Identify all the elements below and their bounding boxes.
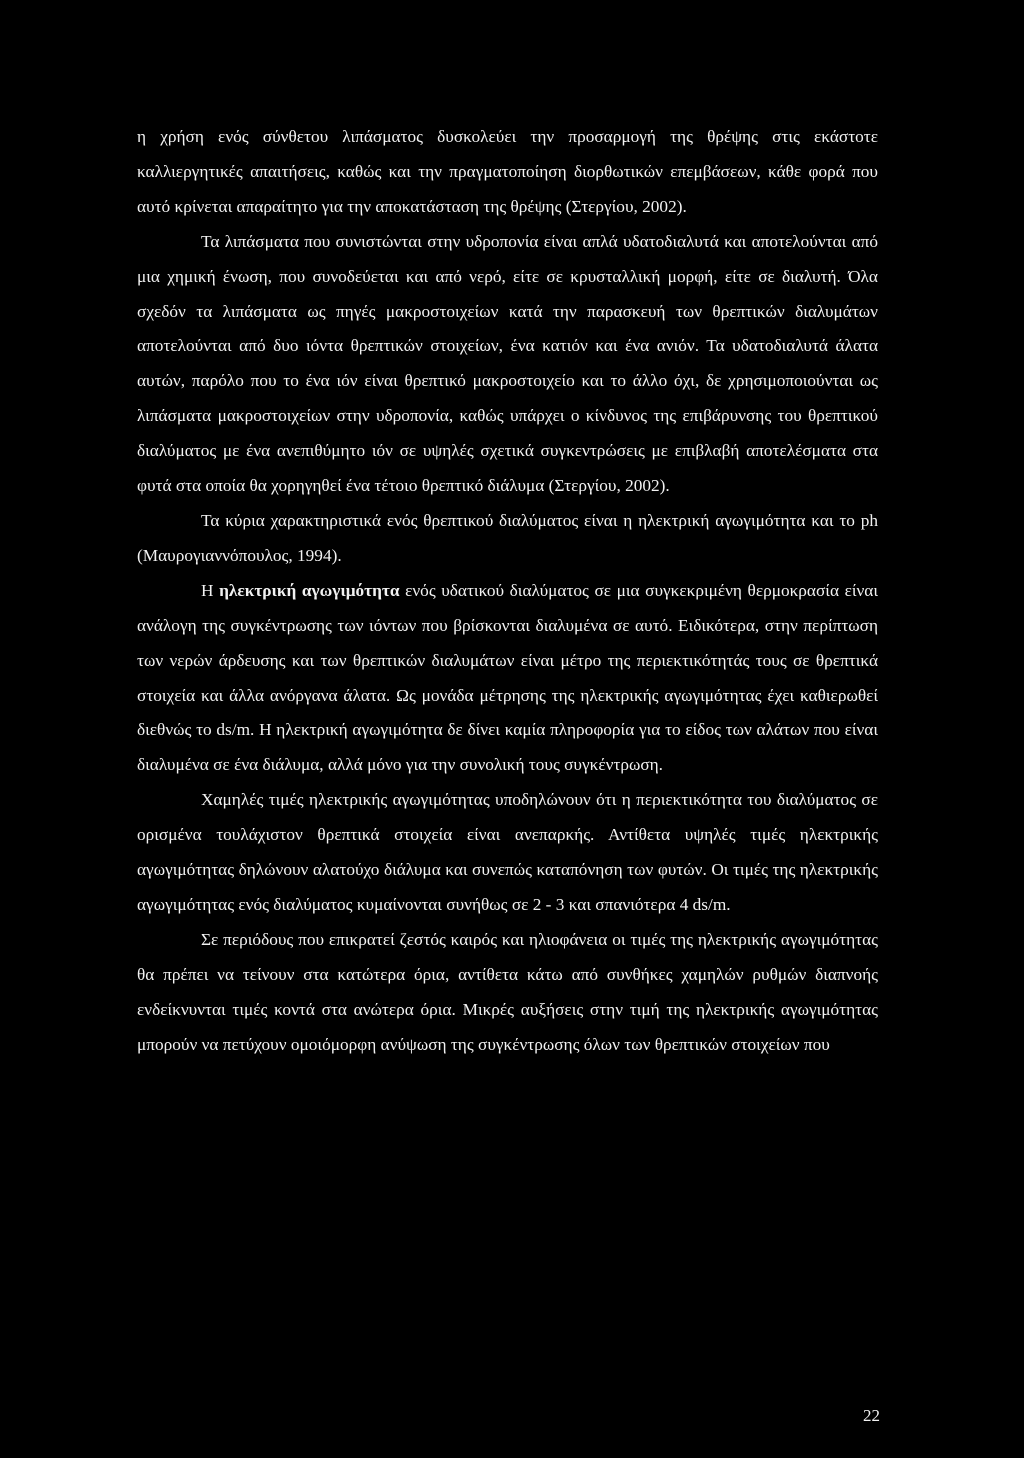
paragraph-4-rest: ενός υδατικού διαλύματος σε μια συγκεκριμένη θερμοκρασία είναι ανάλογη της συγκέντρωσης των ιόντων που βρίσκονται διαλυμένα σε αυτό. Ειδικότερα, στην περίπτωση των νερών άρδευσης και των θρεπτικών διαλυμάτων είναι μέτρο της περιεκτικότητάς τους σε θρεπτικά στοιχεία και άλλα ανόργανα άλατα. Ως μονάδα μέτρησης της ηλεκτρικής αγωγιμότητας έχει καθιερωθεί διεθνώς το ds/m. Η ηλεκτρική αγωγιμότητα δε δίνει καμία πληροφορία για το είδος των αλάτων που είναι διαλυμένα σε ένα διάλυμα, αλλά μόνο για την συνολική τους συγκέντρωση.	[137, 580, 878, 775]
paragraph-1: η χρήση ενός σύνθετου λιπάσματος δυσκολεύει την προσαρμογή της θρέψης στις εκάστοτε καλλιεργητικές απαιτήσεις, καθώς και την πραγματοποίηση διορθωτικών επεμβάσεων, κάθε φορά που αυτό κρίνεται απαραίτητο για την αποκατάσταση της θρέψης (Στεργίου, 2002).	[137, 127, 878, 216]
paragraph-4-start: Η	[201, 580, 220, 600]
bold-term-electrical-conductivity: ηλεκτρική αγωγιμότητα	[219, 580, 400, 600]
document-body	[137, 120, 878, 1062]
paragraph-6: Σε περιόδους που επικρατεί ζεστός καιρός και ηλιοφάνεια οι τιμές της ηλεκτρικής αγωγιμότητας θα πρέπει να τείνουν στα κατώτερα όρια, αντίθετα κάτω από συνθήκες χαμηλών ρυθμών διαπνοής ενδείκνυνται τιμές κοντά στα ανώτερα όρια. Μικρές αυξήσεις στην τιμή της ηλεκτρικής αγωγιμότητας μπορούν να πετύχουν ομοιόμορφη ανύψωση της συγκέντρωσης όλων των θρεπτικών στοιχείων που	[137, 929, 878, 1054]
paragraph-3: Τα κύρια χαρακτηριστικά ενός θρεπτικού διαλύματος είναι η ηλεκτρική αγωγιμότητα και το ph (Μαυρογιαννόπουλος, 1994).	[137, 510, 878, 565]
page-number: 22	[863, 1406, 880, 1425]
paragraph-2: Τα λιπάσματα που συνιστώνται στην υδροπονία είναι απλά υδατοδιαλυτά και αποτελούνται από μια χημική ένωση, που συνοδεύεται και από νερό, είτε σε κρυσταλλική μορφή, είτε σε διαλυτή. Όλα σχεδόν τα λιπάσματα ως πηγές μακροστοιχείων κατά την παρασκευή των θρεπτικών διαλυμάτων αποτελούνται από δυο ιόντα θρεπτικών στοιχείων, ένα κατιόν και ένα ανιόν. Τα υδατοδιαλυτά άλατα αυτών, παρόλο που το ένα ιόν είναι θρεπτικό μακροστοιχείο και το άλλο όχι, δε χρησιμοποιούνται ως λιπάσματα μακροστοιχείων στην υδροπονία, καθώς υπάρχει ο κίνδυνος της επιβάρυνσης του θρεπτικού διαλύματος με ένα ανεπιθύμητο ιόν σε υψηλές σχετικά συγκεντρώσεις με επιβλαβή αποτελέσματα στα φυτά στα οποία θα χορηγηθεί ένα τέτοιο θρεπτικό διάλυμα (Στεργίου, 2002).	[137, 231, 878, 496]
paragraph-5: Χαμηλές τιμές ηλεκτρικής αγωγιμότητας υποδηλώνουν ότι η περιεκτικότητα του διαλύματος σε ορισμένα τουλάχιστον θρεπτικά στοιχεία είναι ανεπαρκής. Αντίθετα υψηλές τιμές ηλεκτρικής αγωγιμότητας δηλώνουν αλατούχο διάλυμα και συνεπώς καταπόνηση των φυτών. Οι τιμές της ηλεκτρικής αγωγιμότητας ενός διαλύματος κυμαίνονται συνήθως σε 2 - 3 και σπανιότερα 4 ds/m.	[137, 790, 878, 914]
paragraph-4	[137, 574, 878, 783]
